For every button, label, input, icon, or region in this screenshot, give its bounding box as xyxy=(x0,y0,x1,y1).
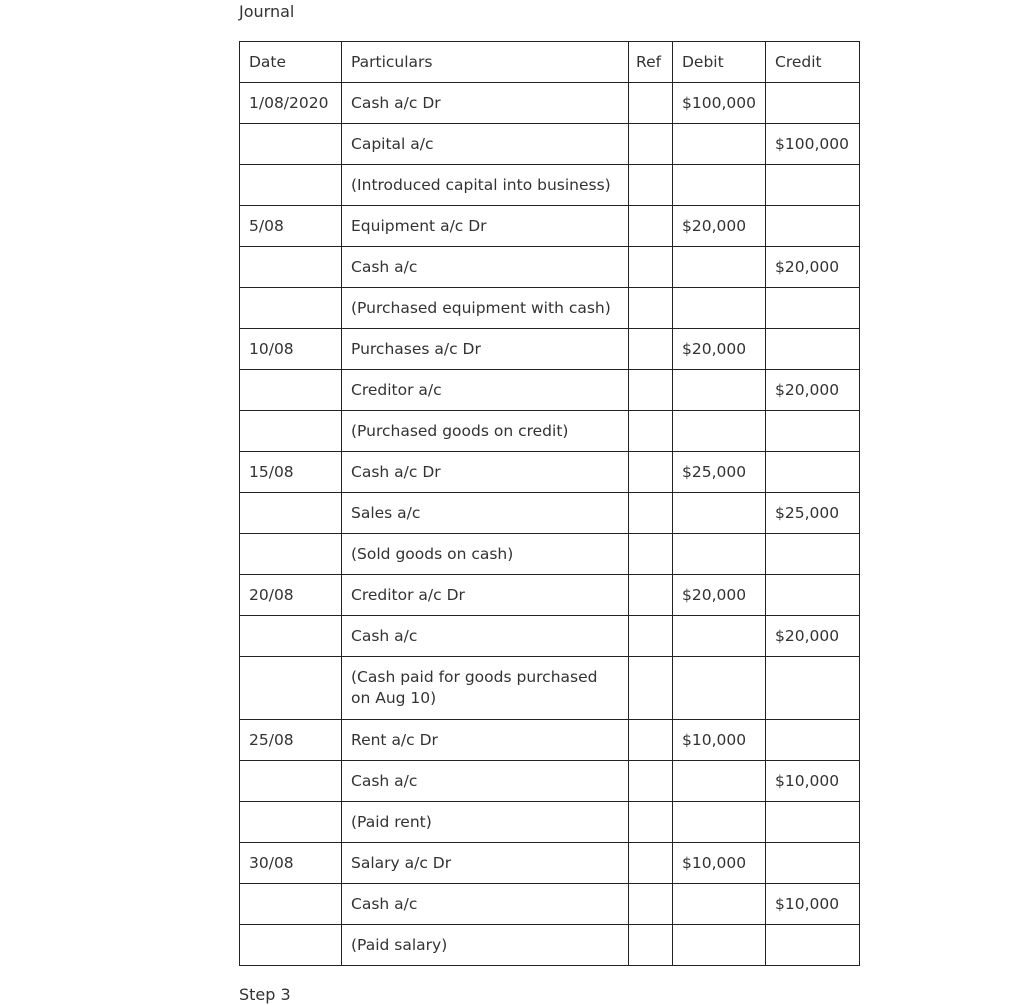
cell-credit xyxy=(766,843,860,884)
cell-ref xyxy=(629,206,673,247)
table-row xyxy=(240,83,860,124)
cell-debit xyxy=(673,165,766,206)
cell-date: 30/08 xyxy=(240,843,342,884)
cell-debit: $20,000 xyxy=(673,206,766,247)
cell-debit xyxy=(673,124,766,165)
cell-date: 25/08 xyxy=(240,720,342,761)
table-row xyxy=(240,411,860,452)
cell-particulars: (Paid rent) xyxy=(342,802,629,843)
cell-particulars: Cash a/c xyxy=(342,616,629,657)
cell-credit xyxy=(766,720,860,761)
cell-ref xyxy=(629,329,673,370)
table-row xyxy=(240,575,860,616)
cell-date xyxy=(240,124,342,165)
cell-ref xyxy=(629,761,673,802)
cell-debit xyxy=(673,616,766,657)
cell-particulars: Cash a/c Dr xyxy=(342,452,629,493)
cell-ref xyxy=(629,616,673,657)
cell-credit xyxy=(766,657,860,720)
cell-particulars: (Purchased goods on credit) xyxy=(342,411,629,452)
cell-credit xyxy=(766,925,860,966)
cell-debit: $10,000 xyxy=(673,720,766,761)
cell-date: 20/08 xyxy=(240,575,342,616)
table-row xyxy=(240,884,860,925)
table-row xyxy=(240,534,860,575)
cell-particulars: (Purchased equipment with cash) xyxy=(342,288,629,329)
table-row xyxy=(240,452,860,493)
cell-credit xyxy=(766,575,860,616)
table-row xyxy=(240,206,860,247)
cell-particulars: (Introduced capital into business) xyxy=(342,165,629,206)
cell-credit xyxy=(766,329,860,370)
cell-ref xyxy=(629,124,673,165)
cell-credit xyxy=(766,206,860,247)
cell-particulars: (Paid salary) xyxy=(342,925,629,966)
cell-ref xyxy=(629,247,673,288)
cell-debit: $25,000 xyxy=(673,452,766,493)
cell-debit xyxy=(673,493,766,534)
cell-particulars: Creditor a/c Dr xyxy=(342,575,629,616)
cell-date xyxy=(240,370,342,411)
cell-date xyxy=(240,884,342,925)
cell-particulars: Cash a/c xyxy=(342,247,629,288)
cell-date xyxy=(240,802,342,843)
cell-ref xyxy=(629,370,673,411)
cell-ref xyxy=(629,165,673,206)
cell-particulars: Cash a/c Dr xyxy=(342,83,629,124)
cell-particulars: Sales a/c xyxy=(342,493,629,534)
cell-credit: $20,000 xyxy=(766,616,860,657)
cell-date xyxy=(240,288,342,329)
cell-debit xyxy=(673,411,766,452)
cell-ref xyxy=(629,884,673,925)
cell-credit: $10,000 xyxy=(766,761,860,802)
column-header-credit: Credit xyxy=(766,42,860,83)
column-header-ref: Ref xyxy=(629,42,673,83)
cell-date: 1/08/2020 xyxy=(240,83,342,124)
cell-debit: $20,000 xyxy=(673,575,766,616)
column-header-date: Date xyxy=(240,42,342,83)
cell-particulars: (Cash paid for goods purchased on Aug 10) xyxy=(342,657,629,720)
cell-particulars: Cash a/c xyxy=(342,884,629,925)
cell-ref xyxy=(629,534,673,575)
cell-ref xyxy=(629,83,673,124)
cell-particulars: Capital a/c xyxy=(342,124,629,165)
cell-debit xyxy=(673,925,766,966)
cell-date xyxy=(240,165,342,206)
step-label: Step 3 xyxy=(239,985,291,1004)
cell-date xyxy=(240,411,342,452)
cell-particulars: Rent a/c Dr xyxy=(342,720,629,761)
cell-particulars: Cash a/c xyxy=(342,761,629,802)
cell-ref xyxy=(629,657,673,720)
table-row xyxy=(240,493,860,534)
cell-ref xyxy=(629,411,673,452)
cell-credit: $20,000 xyxy=(766,370,860,411)
table-row xyxy=(240,616,860,657)
table-row xyxy=(240,925,860,966)
column-header-debit: Debit xyxy=(673,42,766,83)
cell-date xyxy=(240,534,342,575)
cell-date: 10/08 xyxy=(240,329,342,370)
cell-date xyxy=(240,657,342,720)
cell-debit xyxy=(673,247,766,288)
cell-debit xyxy=(673,657,766,720)
cell-ref xyxy=(629,288,673,329)
cell-debit: $20,000 xyxy=(673,329,766,370)
cell-date xyxy=(240,493,342,534)
table-header-row xyxy=(240,42,860,83)
table-row xyxy=(240,370,860,411)
cell-credit: $100,000 xyxy=(766,124,860,165)
cell-ref xyxy=(629,843,673,884)
table-row xyxy=(240,288,860,329)
cell-debit xyxy=(673,534,766,575)
cell-debit xyxy=(673,370,766,411)
cell-ref xyxy=(629,925,673,966)
table-row xyxy=(240,329,860,370)
cell-particulars: Purchases a/c Dr xyxy=(342,329,629,370)
cell-credit: $10,000 xyxy=(766,884,860,925)
cell-credit xyxy=(766,165,860,206)
table-row xyxy=(240,802,860,843)
cell-ref xyxy=(629,575,673,616)
cell-debit xyxy=(673,288,766,329)
cell-ref xyxy=(629,802,673,843)
table-row xyxy=(240,657,860,720)
cell-date xyxy=(240,925,342,966)
table-row xyxy=(240,843,860,884)
table-row xyxy=(240,720,860,761)
cell-particulars: Salary a/c Dr xyxy=(342,843,629,884)
table-row xyxy=(240,165,860,206)
cell-date xyxy=(240,761,342,802)
cell-debit xyxy=(673,802,766,843)
cell-credit: $25,000 xyxy=(766,493,860,534)
cell-credit xyxy=(766,411,860,452)
journal-table xyxy=(239,41,860,966)
cell-debit: $10,000 xyxy=(673,843,766,884)
cell-credit xyxy=(766,534,860,575)
cell-particulars: Creditor a/c xyxy=(342,370,629,411)
table-row xyxy=(240,124,860,165)
column-header-particulars: Particulars xyxy=(342,42,629,83)
cell-particulars: Equipment a/c Dr xyxy=(342,206,629,247)
cell-ref xyxy=(629,720,673,761)
cell-date: 5/08 xyxy=(240,206,342,247)
cell-date xyxy=(240,247,342,288)
cell-credit: $20,000 xyxy=(766,247,860,288)
cell-ref xyxy=(629,493,673,534)
cell-credit xyxy=(766,83,860,124)
cell-debit xyxy=(673,884,766,925)
table-row xyxy=(240,761,860,802)
cell-date: 15/08 xyxy=(240,452,342,493)
cell-particulars: (Sold goods on cash) xyxy=(342,534,629,575)
page-title: Journal xyxy=(239,2,295,21)
cell-debit: $100,000 xyxy=(673,83,766,124)
cell-credit xyxy=(766,452,860,493)
cell-credit xyxy=(766,802,860,843)
cell-ref xyxy=(629,452,673,493)
cell-debit xyxy=(673,761,766,802)
table-row xyxy=(240,247,860,288)
cell-credit xyxy=(766,288,860,329)
cell-date xyxy=(240,616,342,657)
